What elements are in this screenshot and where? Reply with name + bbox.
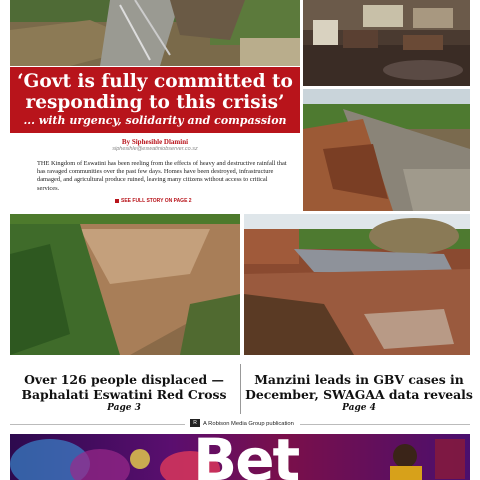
ad-brand-text: Bet (193, 434, 299, 480)
teaser-title-line-1: Manzini leads in GBV cases in (254, 372, 464, 387)
see-full-story-link[interactable]: SEE FULL STORY ON PAGE 2 (115, 198, 192, 204)
teaser-title-line-2: Baphalati Eswatini Red Cross (21, 387, 227, 402)
author-email: siphesihle@eswatiniobserver.co.sz (112, 146, 198, 152)
photo-collapsed-hut (244, 214, 470, 355)
publisher-bar (0, 418, 480, 430)
teaser-title-line-1: Over 126 people displaced — (24, 372, 224, 387)
advertisement-banner[interactable] (10, 434, 470, 480)
rule-right (300, 424, 470, 425)
lead-story-box (10, 67, 300, 212)
photo-collapsed-bridge (10, 0, 300, 66)
publisher-credit (190, 418, 294, 430)
teaser-title-line-2: December, SWAGAA data reveals (245, 387, 473, 402)
teaser-divider (240, 364, 241, 414)
headline-line-2: responding to this crisis’ (25, 92, 285, 113)
byline: By Siphesihle Dlamini (121, 138, 189, 146)
publisher-logo-icon: R (190, 419, 200, 427)
teaser-gbv-cases[interactable] (244, 372, 474, 413)
headline-line-1: ‘Govt is fully committed to (17, 71, 293, 92)
teaser-page: Page 4 (342, 403, 376, 413)
lead-body-text: THE Kingdom of Eswatini has been reeling from the effects of heavy and destructive rainfall that has ravaged communities over the past few days. Homes have been destroyed, infrastructure damaged, and agricultural produce ruined, leaving many citizens without access to critical services. (37, 160, 287, 192)
rule-left (10, 424, 185, 425)
teaser-page: Page 3 (107, 403, 141, 413)
teaser-red-cross[interactable] (10, 372, 238, 413)
photo-damaged-road (303, 89, 470, 211)
publisher-text: A Robison Media Group publication (203, 421, 294, 427)
photo-flooded-river (10, 214, 240, 355)
subheadline: ... with urgency, solidarity and compassion (23, 114, 287, 127)
photo-flooded-classroom (303, 0, 470, 86)
